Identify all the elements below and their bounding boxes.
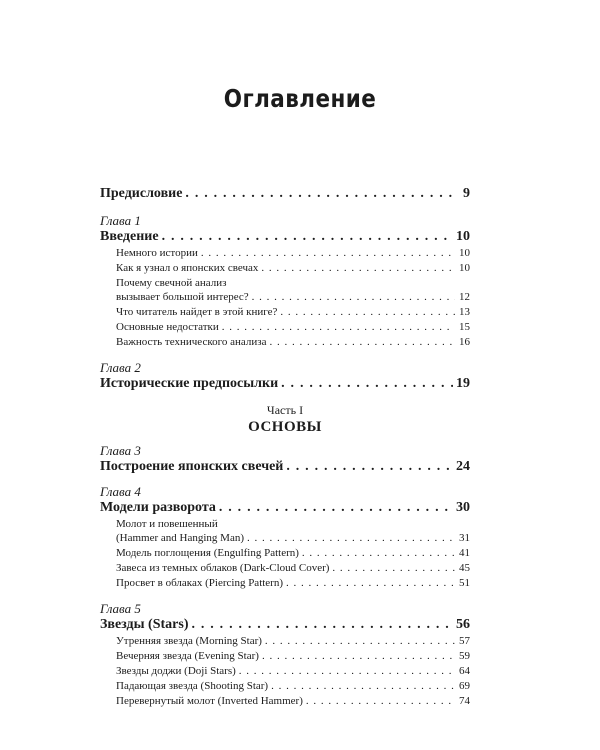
dot-leader <box>306 694 455 709</box>
dot-leader <box>302 546 455 561</box>
toc-entry-section[interactable] <box>100 576 470 591</box>
toc-page-number: 10 <box>459 262 470 274</box>
chapter-label: Глава 5 <box>100 601 141 616</box>
toc-entry-title: Основные недостатки <box>116 321 219 333</box>
dot-leader <box>162 228 453 246</box>
toc-page-number: 9 <box>463 186 470 201</box>
toc-page-number: 30 <box>456 500 470 515</box>
dot-leader <box>222 320 455 335</box>
toc-page-number: 41 <box>459 547 470 559</box>
toc-entry-chapter[interactable] <box>100 458 470 476</box>
toc-entry-chapter[interactable] <box>100 228 470 246</box>
toc-entry-section[interactable] <box>100 634 470 649</box>
toc-entry-section[interactable] <box>100 335 470 350</box>
toc-entry-title: Введение <box>100 229 159 244</box>
toc-entry-title: Исторические предпосылки <box>100 376 279 391</box>
dot-leader <box>261 261 455 276</box>
toc-entry-title: Просвет в облаках (Piercing Pattern) <box>116 577 284 589</box>
toc-entry-chapter[interactable] <box>100 616 470 634</box>
dot-leader <box>271 679 455 694</box>
toc-entry-section[interactable] <box>100 679 470 694</box>
toc-entry-section[interactable] <box>100 261 470 276</box>
toc-entry-title: Модель поглощения (Engulfing Pattern) <box>116 547 299 559</box>
toc-entry-title: Падающая звезда (Shooting Star) <box>116 680 269 692</box>
chapter-label: Глава 4 <box>100 484 141 499</box>
chapter-label: Глава 1 <box>100 213 141 228</box>
toc-entry-title: Вечерняя звезда (Evening Star) <box>116 650 259 662</box>
dot-leader <box>201 246 455 261</box>
dot-leader <box>281 375 453 393</box>
toc-entry-chapter[interactable] <box>100 375 470 393</box>
toc-entry-title: Предисловие <box>100 186 183 201</box>
toc-page-number: 59 <box>459 650 470 662</box>
toc-entry-section[interactable] <box>100 305 470 320</box>
toc-entry-title: Утренняя звезда (Morning Star) <box>116 635 262 647</box>
toc-entry-title: Звезды (Stars) <box>100 617 189 632</box>
toc-page-number: 74 <box>459 695 470 707</box>
part-label: Часть I <box>266 403 304 417</box>
chapter-label: Глава 2 <box>100 360 141 375</box>
toc-entry-section[interactable] <box>100 246 470 261</box>
toc-entry-section[interactable] <box>100 664 470 679</box>
toc-entry-section[interactable] <box>100 546 470 561</box>
dot-leader <box>219 499 453 517</box>
toc-entry-title: (Hammer and Hanging Man) <box>116 532 244 544</box>
toc-page-number: 10 <box>459 247 470 259</box>
part-title: ОСНОВЫ <box>248 419 322 435</box>
toc-entry-title: Завеса из темных облаков (Dark-Cloud Cover) <box>116 562 330 574</box>
toc-page-number: 15 <box>459 321 470 333</box>
dot-leader <box>191 616 453 634</box>
toc-entry-section[interactable] <box>100 561 470 576</box>
dot-leader <box>265 634 455 649</box>
dot-leader <box>286 576 455 591</box>
dot-leader <box>239 664 455 679</box>
page-title: Оглавление <box>223 84 377 113</box>
toc-page-number: 31 <box>459 532 470 544</box>
toc-entry-section[interactable] <box>100 531 470 546</box>
toc-entry-chapter[interactable] <box>100 499 470 517</box>
toc-page-number: 16 <box>459 336 470 348</box>
chapter-label: Глава 3 <box>100 443 141 458</box>
toc-entry-title: вызывает большой интерес? <box>116 291 249 303</box>
toc-page-number: 57 <box>459 635 470 647</box>
toc-page-number: 45 <box>459 562 470 574</box>
dot-leader <box>269 335 455 350</box>
toc-entry-title: Построение японских свечей <box>100 459 284 474</box>
toc-page-number: 10 <box>456 229 470 244</box>
toc-page-number: 13 <box>459 306 470 318</box>
toc-entry-title-line1[interactable]: Почему свечной анализ <box>116 277 227 289</box>
toc-entry-section[interactable] <box>100 694 470 709</box>
toc-page-number: 19 <box>456 376 470 391</box>
toc-page-number: 51 <box>459 577 470 589</box>
dot-leader <box>185 185 455 203</box>
toc-entry-title: Звезды доджи (Doji Stars) <box>116 665 236 677</box>
toc-entry-title-line1[interactable]: Молот и повешенный <box>116 518 218 530</box>
toc-page-number: 64 <box>459 665 470 677</box>
dot-leader <box>252 290 455 305</box>
dot-leader <box>262 649 455 664</box>
dot-leader <box>247 531 455 546</box>
toc-page-number: 24 <box>456 459 470 474</box>
dot-leader <box>286 458 453 476</box>
toc-entry-section[interactable] <box>100 649 470 664</box>
toc-entry-title: Важность технического анализа <box>116 336 267 348</box>
dot-leader <box>280 305 455 320</box>
toc-page-number: 12 <box>459 291 470 303</box>
toc-entry-section[interactable] <box>100 320 470 335</box>
toc-page-number: 69 <box>459 680 470 692</box>
table-of-contents <box>100 185 470 709</box>
toc-entry-title: Модели разворота <box>100 500 216 515</box>
toc-entry-title: Немного истории <box>116 247 198 259</box>
toc-entry-title: Что читатель найдет в этой книге? <box>116 306 278 318</box>
toc-page-number: 56 <box>456 617 470 632</box>
toc-entry-preface[interactable] <box>100 185 470 203</box>
toc-entry-title: Как я узнал о японских свечах <box>116 262 259 274</box>
toc-entry-section[interactable] <box>100 290 470 305</box>
dot-leader <box>332 561 455 576</box>
toc-entry-title: Перевернутый молот (Inverted Hammer) <box>116 695 303 707</box>
